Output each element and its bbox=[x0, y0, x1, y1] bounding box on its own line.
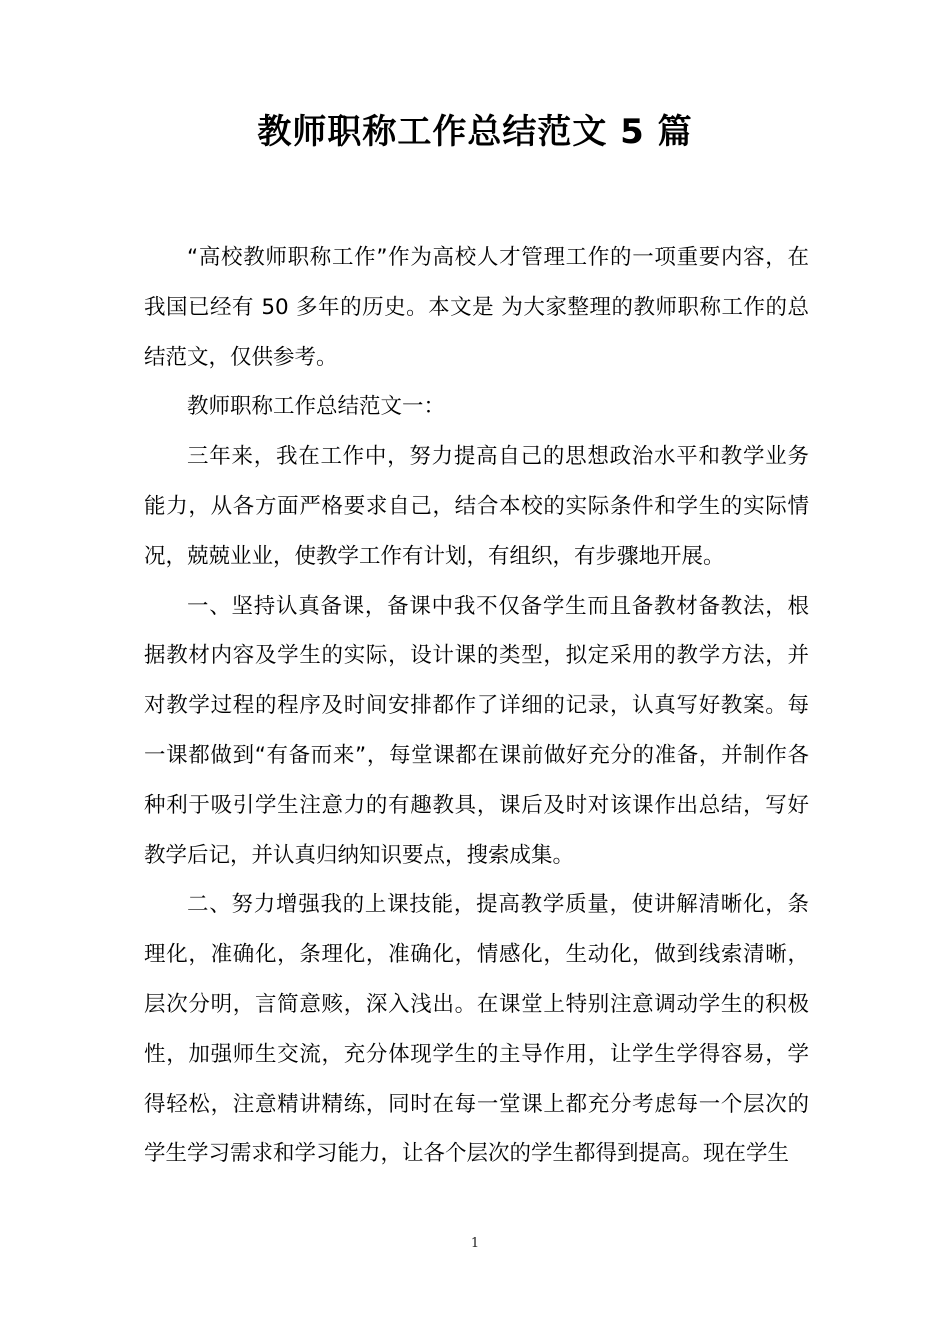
paragraph-point-two: 二、努力增强我的上课技能，提高教学质量，使讲解清晰化，条理化，准确化，条理化，准确化，情感化，生动化，做到线索清晰，层次分明，言简意赅，深入浅出。在课堂上特别注意调动学生的积极性，加强师生交流，充分体现学生的主导作用，让学生学得容易，学得轻松，注意精讲精练，同时在每一堂课上都充分考虑每一个层次的学生学习需求和学习能力，让各个层次的学生都得到提高。现在学生 bbox=[144, 892, 809, 1167]
document-title: 教师职称工作总结范文 5 篇 bbox=[257, 112, 693, 152]
paragraph-section-heading: 教师职称工作总结范文一： bbox=[187, 394, 446, 420]
page-number: 1 bbox=[470, 1236, 480, 1251]
paragraph-point-one: 一、坚持认真备课，备课中我不仅备学生而且备教材备教法，根据教材内容及学生的实际，设计课的类型，拟定采用的教学方法，并对教学过程的程序及时间安排都作了详细的记录，认真写好教案。每一课都做到“有备而来”，每堂课都在课前做好充分的准备，并制作各种利于吸引学生注意力的有趣教具，课后及时对该课作出总结，写好教学后记，并认真归纳知识要点，搜索成集。 bbox=[144, 593, 809, 868]
paragraph-overview: 三年来，我在工作中，努力提高自己的思想政治水平和教学业务能力，从各方面严格要求自己，结合本校的实际条件和学生的实际情况，兢兢业业，使教学工作有计划，有组织，有步骤地开展。 bbox=[144, 444, 809, 569]
document-body bbox=[144, 233, 809, 1179]
paragraph-intro: “高校教师职称工作”作为高校人才管理工作的一项重要内容，在我国已经有 50 多年的历史。本文是 为大家整理的教师职称工作的总结范文，仅供参考。 bbox=[144, 245, 809, 370]
